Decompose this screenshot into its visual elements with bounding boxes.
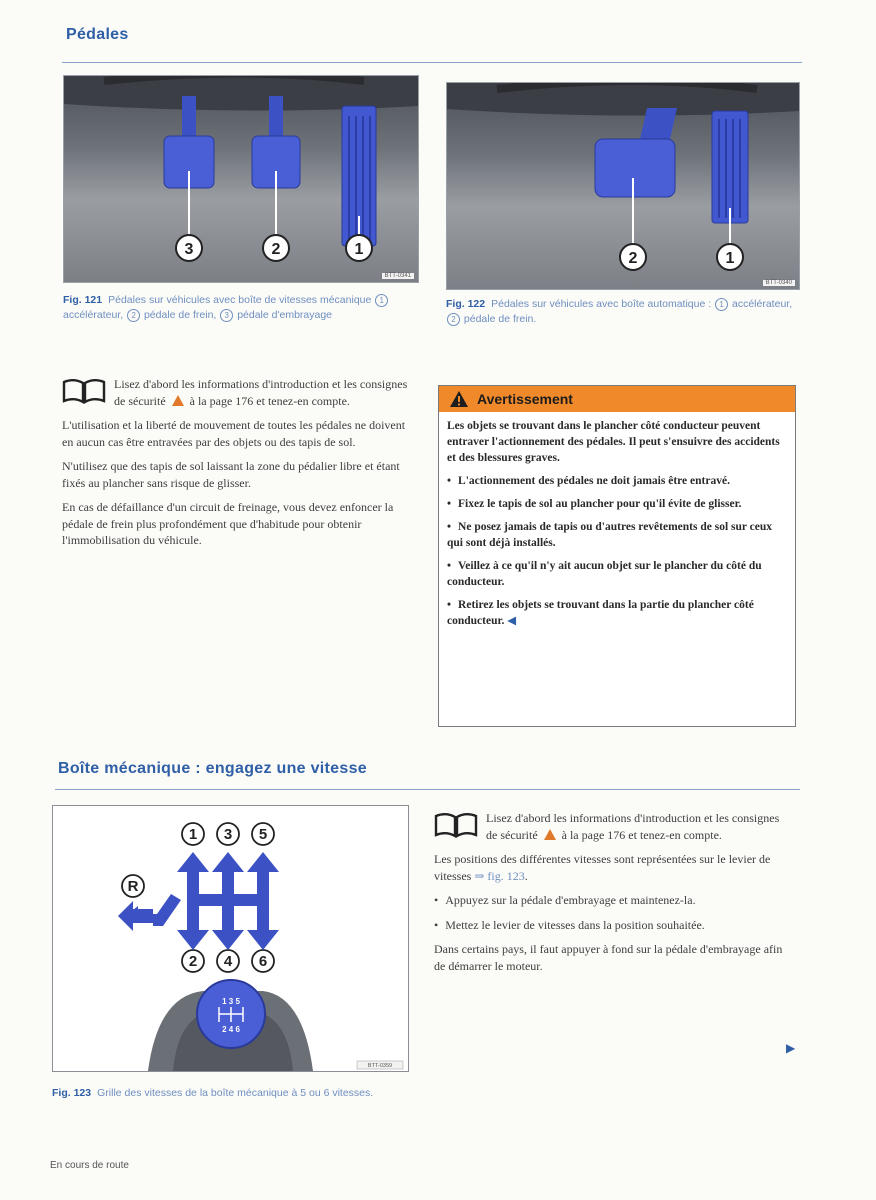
section-rule <box>55 789 800 790</box>
intro-text: à la page 176 et tenez-en compte. <box>189 393 350 408</box>
figure-tag: BTT-0341 <box>382 273 414 279</box>
continue-arrow-icon: ▶ <box>786 1041 796 1055</box>
caption-text: accélérateur, <box>63 309 127 321</box>
figure-123 <box>52 805 409 1072</box>
intro-text-block <box>62 376 414 557</box>
warning-bullet: • Veillez à ce qu'il n'y ait aucun objet sur le plancher du côté du conducteur. <box>447 558 785 590</box>
figure-number: Fig. 122 <box>446 298 486 310</box>
paragraph: N'utilisez que des tapis de sol laissant la zone du pédalier libre et étant fixés au plancher sans risque de glisser. <box>62 459 400 490</box>
intro-text: Lisez d'abord les informations d'introduction et les consignes de sécurité <box>486 811 780 842</box>
instructions-text-block <box>434 810 786 982</box>
intro-text: Lisez d'abord les informations d'introduction et les consignes de sécurité <box>114 377 408 408</box>
paragraph-text: Dans certains pays, il faut appuyer à fond sur la pédale d'embrayage afin de démarrer le moteur. <box>434 942 783 973</box>
figure-number: Fig. 121 <box>63 294 103 306</box>
caption-text: pédale de frein, <box>141 309 220 321</box>
knob-bottom-label: 2 4 6 <box>222 1025 240 1034</box>
warning-triangle-icon <box>544 829 556 840</box>
book-icon <box>62 378 106 404</box>
warning-triangle-icon <box>172 395 184 406</box>
pedals-manual-illustration <box>64 76 418 282</box>
caption-text: Grille des vitesses de la boîte mécanique à 5 ou 6 vitesses. <box>97 1087 374 1099</box>
gear-4-label: 4 <box>223 953 233 970</box>
gear-5-label: 5 <box>258 826 268 843</box>
gear-2-label: 2 <box>188 953 198 970</box>
caption-text: pédale d'embrayage <box>234 309 333 321</box>
paragraph: En cas de défaillance d'un circuit de freinage, vous devez enfoncer la pédale de frein plus profondément que d'habitude pour obtenir l'immobilisation du véhicule. <box>62 500 394 547</box>
callout-2-label: 2 <box>271 241 281 258</box>
paragraph-text: . <box>524 868 528 883</box>
paragraph-last <box>434 941 786 974</box>
gearshift-diagram <box>53 806 408 1071</box>
header-rule <box>62 62 802 63</box>
book-icon <box>434 812 478 838</box>
warning-triangle-icon <box>449 390 469 408</box>
figure-link[interactable]: ⇒ fig. 123 <box>474 868 525 883</box>
callout-2-label: 2 <box>628 250 638 267</box>
paragraph <box>434 851 786 884</box>
gear-3-label: 3 <box>223 826 233 843</box>
instruction-bullet: • Appuyez sur la pédale d'embrayage et maintenez-la. <box>434 892 786 909</box>
end-marker-icon: ◀ <box>507 615 517 627</box>
caption-text: pédale de frein. <box>461 313 537 325</box>
intro-paragraph <box>62 376 414 409</box>
figure-121-photo <box>63 75 419 283</box>
figure-121-caption <box>63 293 413 323</box>
figure-122-caption <box>446 297 796 327</box>
figure-number: Fig. 123 <box>52 1087 92 1099</box>
page-title: Pédales <box>66 26 129 43</box>
figure-123-caption <box>52 1086 407 1101</box>
gear-6-label: 6 <box>258 953 268 970</box>
warning-box <box>438 385 796 727</box>
instruction-bullet: • Mettez le levier de vitesses dans la position souhaitée. <box>434 917 786 934</box>
circled-number: 3 <box>220 309 233 322</box>
intro-text: à la page 176 et tenez-en compte. <box>561 827 722 842</box>
figure-tag: BTT-0340 <box>763 280 795 286</box>
circled-number: 1 <box>715 298 728 311</box>
circled-number: 1 <box>375 294 388 307</box>
figure-tag: BTT-0359 <box>367 1063 393 1069</box>
callout-1-label: 1 <box>354 241 364 258</box>
paragraph-text: Les positions des différentes vitesses sont représentées sur le levier de vitesses <box>434 852 771 883</box>
callout-1-label: 1 <box>725 250 735 267</box>
circled-number: 2 <box>127 309 140 322</box>
warning-bullet: • Ne posez jamais de tapis ou d'autres revêtements de sol sur ceux qui sont déjà installés. <box>447 519 785 551</box>
paragraph: L'utilisation et la liberté de mouvement de toutes les pédales ne doivent en aucun cas être entravées par des objets ou des tapis de sol. <box>62 418 406 449</box>
callout-3-label: 3 <box>184 241 194 258</box>
pedals-automatic-illustration <box>447 83 799 289</box>
figure-122-photo <box>446 82 800 290</box>
section-title: Boîte mécanique : engagez une vitesse <box>58 760 367 777</box>
warning-body <box>439 412 795 635</box>
warning-bullet-last <box>447 597 785 629</box>
footer-text: En cours de route <box>50 1160 129 1171</box>
caption-text: Pédales sur véhicules avec boîte de vitesses mécanique <box>108 294 375 306</box>
caption-text: Pédales sur véhicules avec boîte automatique : <box>491 298 715 310</box>
circled-number: 2 <box>447 313 460 326</box>
warning-bullet: • Fixez le tapis de sol au plancher pour qu'il évite de glisser. <box>447 496 785 512</box>
knob-top-label: 1 3 5 <box>222 997 240 1006</box>
warning-bullet-text: • Retirez les objets se trouvant dans la partie du plancher côté conducteur. <box>447 599 754 627</box>
warning-header <box>439 386 795 412</box>
gear-1-label: 1 <box>188 826 198 843</box>
warning-intro: Les objets se trouvant dans le plancher côté conducteur peuvent entraver l'actionnement des pédales. Il peut s'ensuivre des accidents et des blessures graves. <box>447 420 780 464</box>
caption-text: accélérateur, <box>729 298 793 310</box>
reverse-label: R <box>127 878 139 895</box>
warning-title: Avertissement <box>477 391 573 407</box>
warning-bullet: • L'actionnement des pédales ne doit jamais être entravé. <box>447 473 785 489</box>
intro-paragraph <box>434 810 786 843</box>
